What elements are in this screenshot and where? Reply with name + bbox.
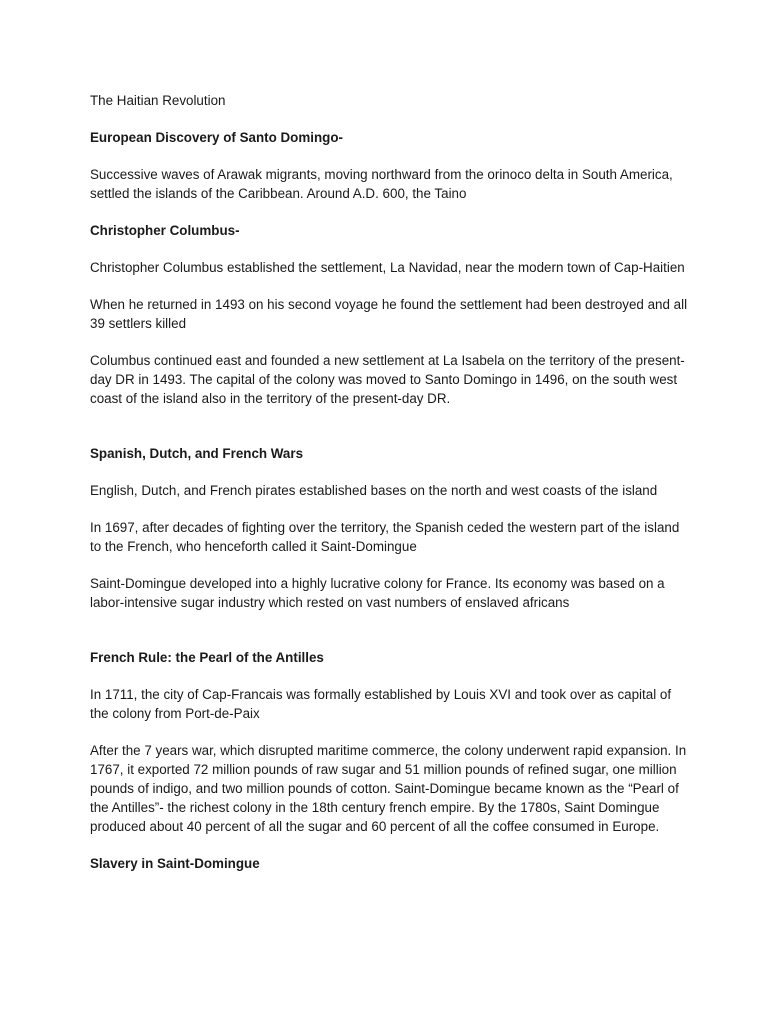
section-heading: Spanish, Dutch, and French Wars	[90, 446, 304, 461]
paragraph: Christopher Columbus established the settlement, La Navidad, near the modern town of Cap-Haitien	[90, 260, 685, 275]
document-body	[90, 91, 688, 891]
section-spacer	[90, 426, 688, 444]
section-heading: Christopher Columbus-	[90, 223, 240, 238]
section-slavery	[90, 854, 688, 873]
section-heading: European Discovery of Santo Domingo-	[90, 130, 343, 145]
section-wars	[90, 444, 688, 612]
paragraph: Successive waves of Arawak migrants, moving northward from the orinoco delta in South America, settled the islands of the Caribbean. Around A.D. 600, the Taino	[90, 167, 673, 201]
section-spacer	[90, 630, 688, 648]
section-heading: French Rule: the Pearl of the Antilles	[90, 650, 324, 665]
paragraph: English, Dutch, and French pirates established bases on the north and west coasts of the island	[90, 483, 658, 498]
section-european-discovery	[90, 128, 688, 203]
document-title: The Haitian Revolution	[90, 93, 226, 108]
paragraph: In 1697, after decades of fighting over the territory, the Spanish ceded the western part of the island to the French, who henceforth called it Saint-Domingue	[90, 520, 680, 554]
paragraph: After the 7 years war, which disrupted maritime commerce, the colony underwent rapid expansion. In 1767, it exported 72 million pounds of raw sugar and 51 million pounds of refined sugar, one million pounds of indigo, and two million pounds of cotton. Saint-Domingue became known as the “Pearl of the Antilles”- the richest colony in the 18th century french empire. By the 1780s, Saint Domingue produced about 40 percent of all the sugar and 60 percent of all the coffee consumed in Europe.	[90, 743, 687, 834]
paragraph: Columbus continued east and founded a new settlement at La Isabela on the territory of the present-day DR in 1493. The capital of the colony was moved to Santo Domingo in 1496, on the south west coast of the island also in the territory of the present-day DR.	[90, 353, 685, 406]
paragraph: In 1711, the city of Cap-Francais was formally established by Louis XVI and took over as capital of the colony from Port-de-Paix	[90, 687, 672, 721]
section-christopher-columbus	[90, 221, 688, 408]
paragraph: When he returned in 1493 on his second voyage he found the settlement had been destroyed and all 39 settlers killed	[90, 297, 688, 331]
section-heading: Slavery in Saint-Domingue	[90, 856, 260, 871]
section-french-rule	[90, 648, 688, 836]
paragraph: Saint-Domingue developed into a highly lucrative colony for France. Its economy was based on a labor-intensive sugar industry which rested on vast numbers of enslaved africans	[90, 576, 665, 610]
